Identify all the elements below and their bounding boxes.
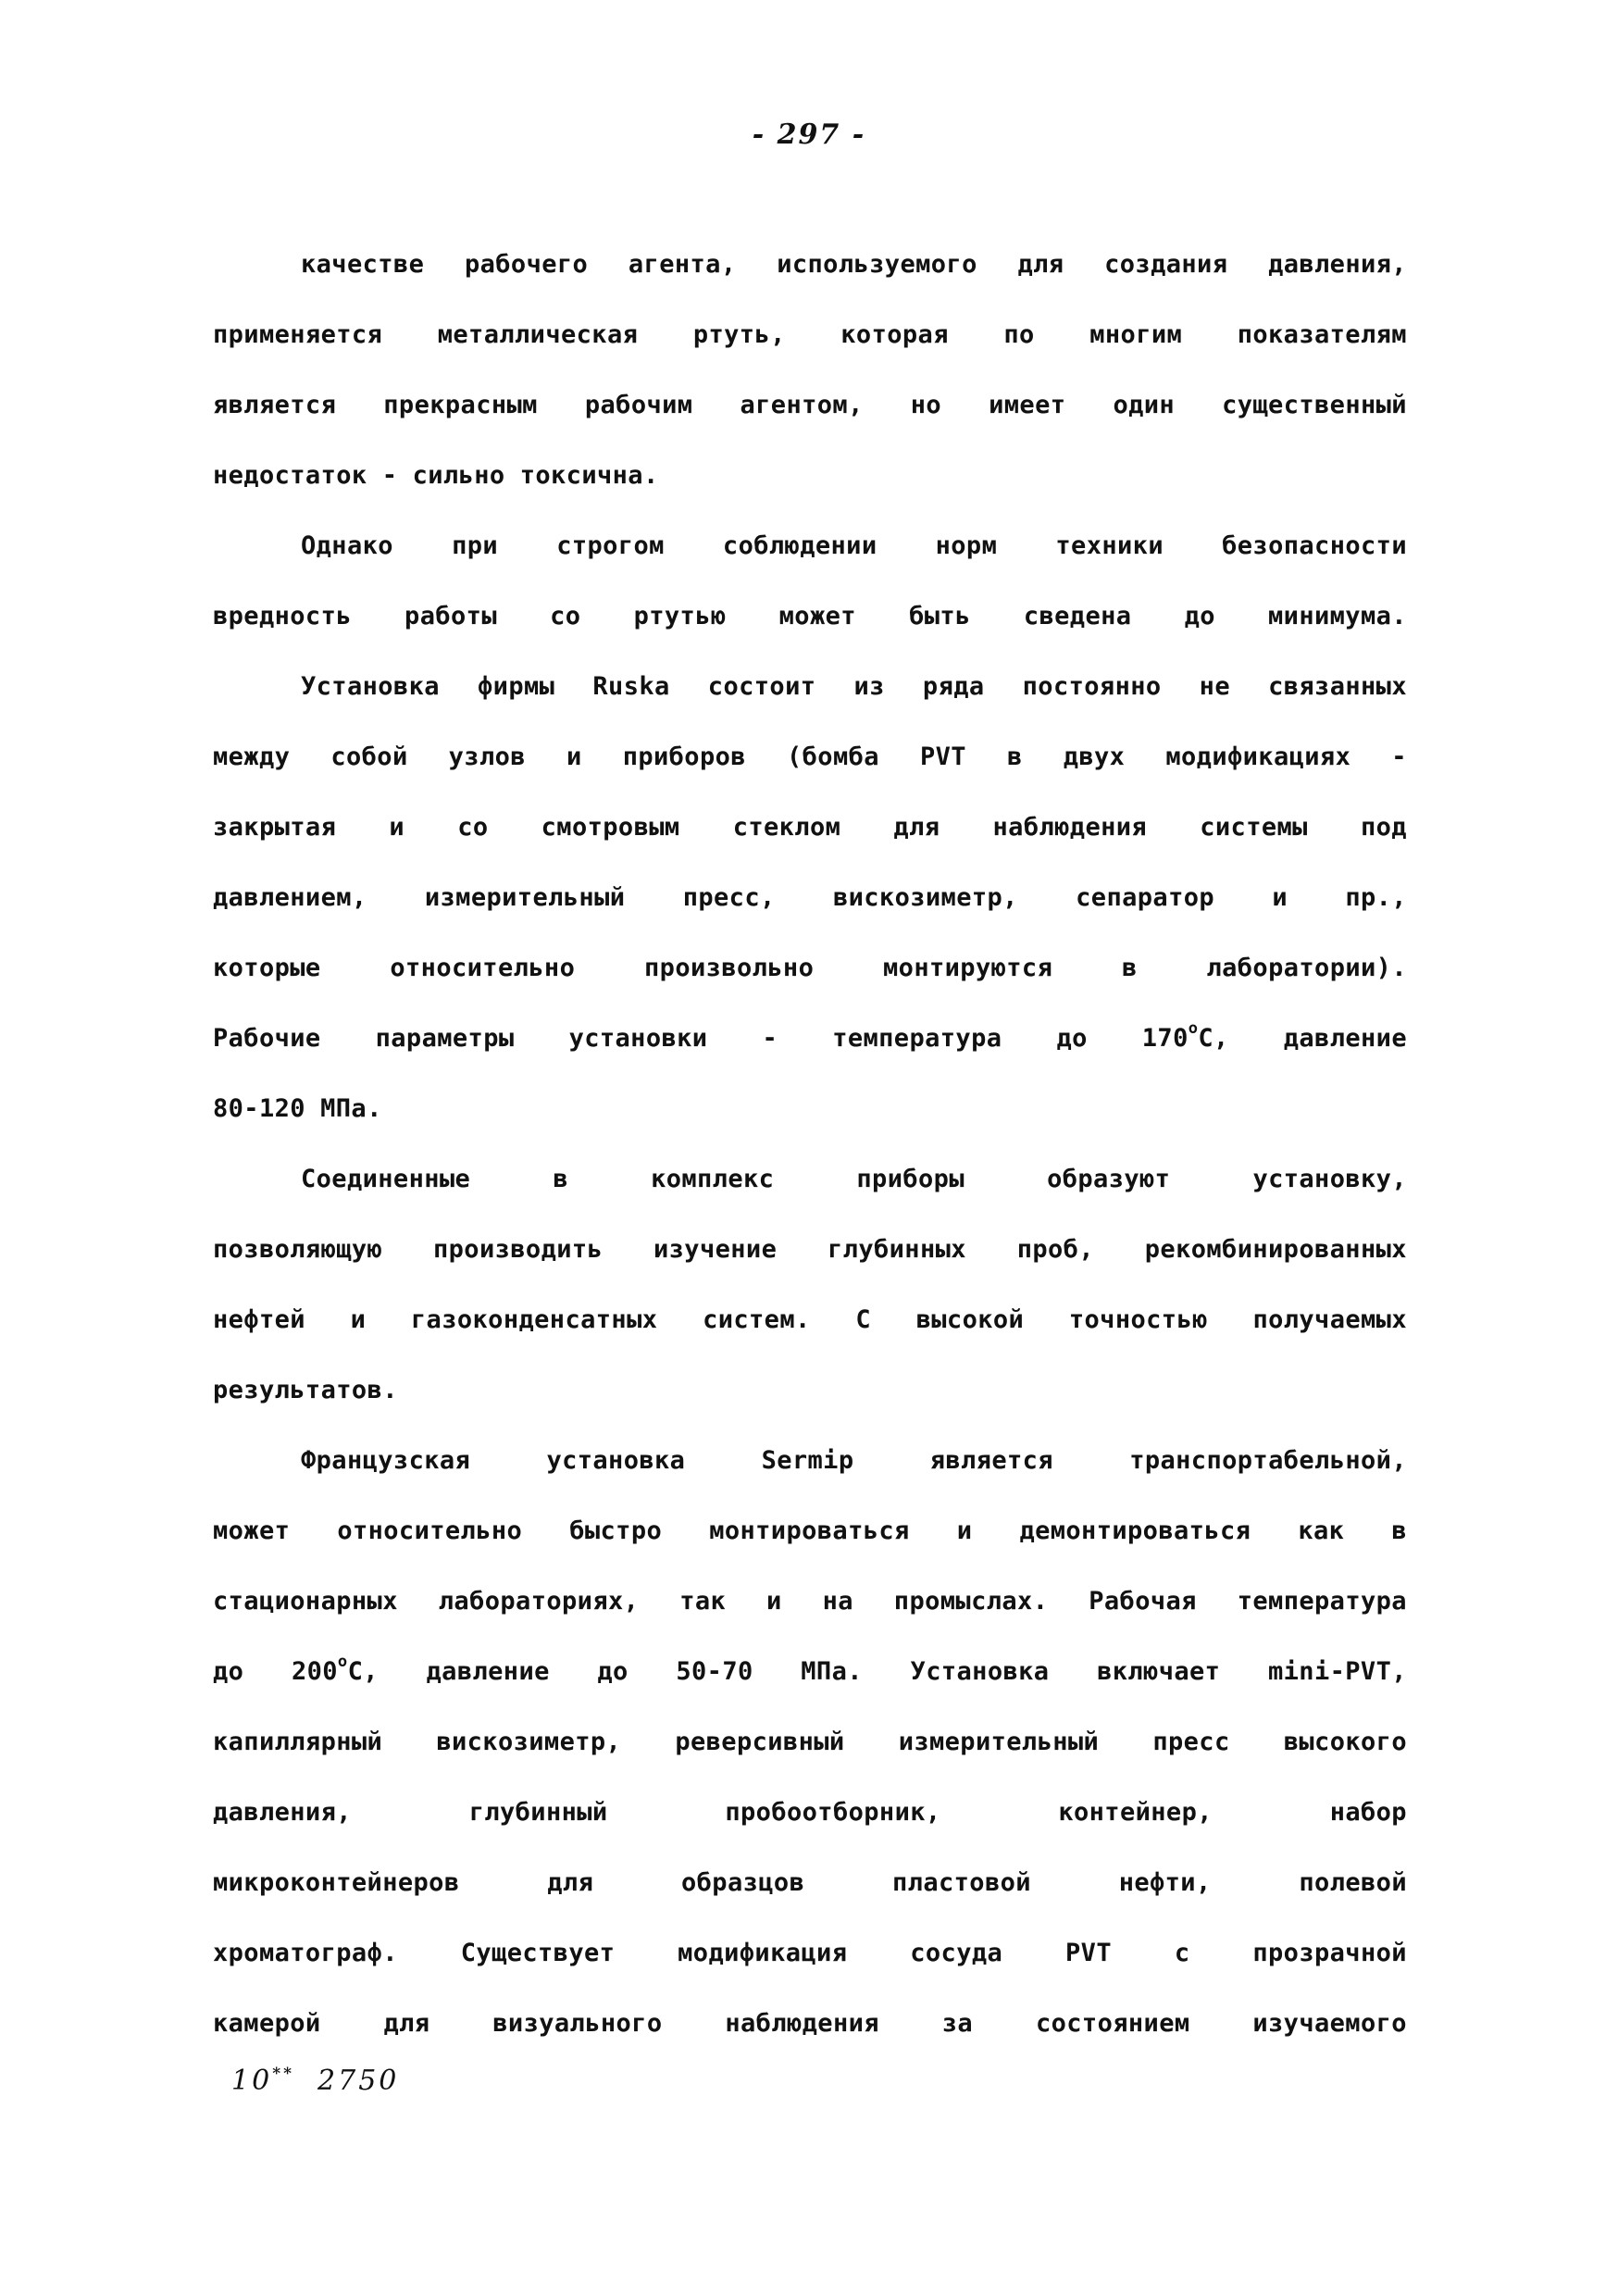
text-line: недостаток - сильно токсична. [213, 461, 659, 490]
text-line: капиллярный вискозиметр, реверсивный измерительный пресс высокого [213, 1728, 1407, 1756]
text-line: нефтей и газоконденсатных систем. С высокой точностью получаемых [213, 1305, 1407, 1334]
text-line: микроконтейнеров для образцов пластовой нефти, полевой [213, 1868, 1407, 1897]
text-line: стационарных лабораториях, так и на промыслах. Рабочая температура [213, 1587, 1407, 1616]
text-line: Однако при строгом соблюдении норм техники безопасности [301, 531, 1407, 560]
text-line: хроматограф. Существует модификация сосуда PVT с прозрачной [213, 1939, 1407, 1967]
text-line: давления, глубинный пробоотборник, контейнер, набор [213, 1798, 1407, 1827]
text-line: результатов. [213, 1376, 398, 1404]
footer-number: 2750 [317, 2065, 400, 2097]
text-line: позволяющую производить изучение глубинных проб, рекомбинированных [213, 1235, 1407, 1264]
text-line: между собой узлов и приборов (бомба PVT в двух модификациях - [213, 742, 1407, 771]
text-line: до 200$^o$С, давление до 50-70 МПа. Установка включает mini-PVT, [213, 1653, 1407, 1686]
text-line: может относительно быстро монтироваться и демонтироваться как в [213, 1516, 1407, 1545]
text-line: давлением, измерительный пресс, вискозиметр, сепаратор и пр., [213, 883, 1407, 912]
footer-mark: ** [272, 2065, 294, 2083]
text-line: вредность работы со ртутью может быть сведена до минимума. [213, 602, 1407, 630]
text-line: качестве рабочего агента, используемого для создания давления, [301, 250, 1407, 279]
text-line: Рабочие параметры установки - температура до 170$^o$С, давление [213, 1019, 1407, 1053]
text-line: которые относительно произвольно монтируются в лаборатории). [213, 954, 1407, 982]
document-body [213, 250, 1407, 2079]
text-line: Установка фирмы Ruska состоит из ряда постоянно не связанных [301, 672, 1407, 701]
text-line: Соединенные в комплекс приборы образуют установку, [301, 1165, 1407, 1193]
footer-code: 10 [231, 2065, 273, 2097]
text-line: применяется металлическая ртуть, которая по многим показателям [213, 320, 1407, 349]
text-line: закрытая и со смотровым стеклом для наблюдения системы под [213, 813, 1407, 842]
text-line: является прекрасным рабочим агентом, но имеет один существенный [213, 391, 1407, 419]
page-number: - 297 - [752, 119, 866, 151]
text-line: Французская установка Sermip является транспортабельной, [301, 1446, 1407, 1475]
text-line: камерой для визуального наблюдения за состоянием изучаемого [213, 2009, 1407, 2038]
footer-note [231, 2065, 399, 2097]
text-line: 80-120 МПа. [213, 1094, 382, 1123]
